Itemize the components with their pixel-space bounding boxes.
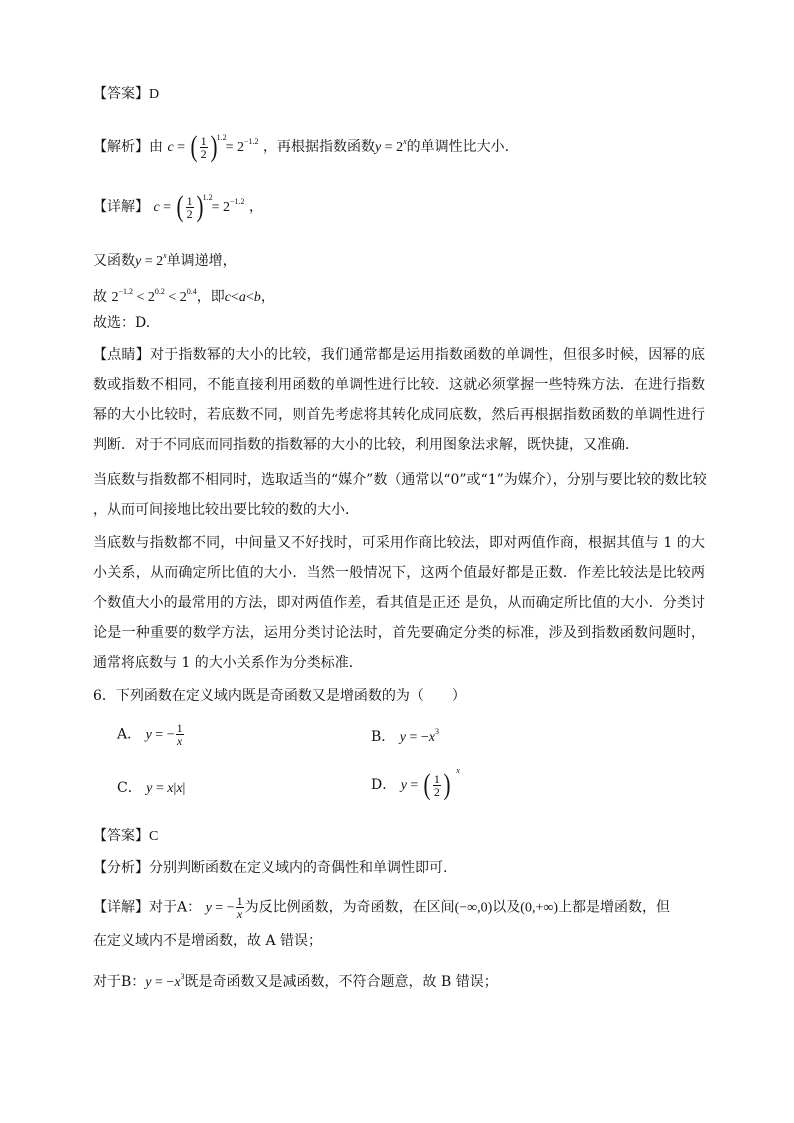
detail-line-a2: 在定义域内不是增函数，故 A 错误； [93, 933, 323, 949]
comment-paragraph-1 [93, 340, 705, 460]
interval-pos: (0,+∞) [520, 900, 558, 916]
answer-line-2 [93, 826, 158, 847]
monotone-post: 单调递增， [166, 253, 237, 269]
option-a-label: A． [117, 726, 142, 743]
formula-y-2x-2: $y = 2^x$ [135, 251, 167, 269]
comment-paragraph-2b: ，从而可间接地比较出要比较的数的大小． [93, 502, 359, 518]
analysis-text-post: 的单调性比大小. [406, 139, 510, 155]
option-b: B． $y = -x^3$ [371, 727, 439, 745]
question-6-stem: 6．下列函数在定义域内既是奇函数又是增函数的为（ ） [93, 688, 466, 704]
monotone-pre: 又函数 [93, 253, 135, 269]
interval-neg: (−∞,0) [454, 900, 493, 916]
compare-line [93, 282, 275, 308]
detail-line-1 [93, 192, 263, 222]
comment-tag: 【点睛】 [93, 347, 150, 363]
option-d-label: D． [371, 777, 397, 793]
option-a: A． y = − $\frac{1}{x}$ [117, 721, 183, 748]
answer-value-2: C [149, 829, 159, 844]
analysis-line-2 [93, 858, 447, 878]
detail-text-post: ， [248, 199, 263, 215]
analysis-text-mid: ，再根据指数函数 [262, 139, 375, 155]
monotone-line [93, 246, 237, 272]
comment-text-1: 对于指数幂的大小的比较，我们通常都是运用指数函数的单调性，但很多时候，因幂的底数或指数不相同，不能直接利用函数的单调性进行比较．这就必须掌握一些特殊方法．在进行指数幂的大小比较时，若底数不同，则首先考虑将其转化成同底数，然后再根据指数函数的单调性进行判断．对于不同底而同指数的指数幂的大小的比较，利用图象法求解，既快捷，又准确． [93, 347, 705, 453]
detail-a-post: 上都是增函数，但 [558, 899, 670, 916]
detail-line-b: 对于B：$y = -x^3$既是奇函数又是减函数，不符合题意，故 B 错误； [93, 972, 498, 990]
analysis-text-pre: 由 [149, 139, 163, 155]
analysis-text-2: 分别判断函数在定义域内的奇偶性和单调性即可. [149, 860, 448, 876]
formula-c-half-power: c = ( $\frac{1}{2}$ ) 1.2 = $2^{-1.2}$ [167, 130, 259, 163]
option-b-label: B． [371, 729, 396, 745]
compare-mid: ，即 [196, 289, 225, 305]
detail-a-pre: 对于A： [149, 899, 202, 916]
detail-b-pre: 对于B： [93, 974, 146, 990]
analysis-line-1 [93, 132, 509, 162]
answer-tag-2: 【答案】 [93, 828, 149, 844]
answer-tag: 【答案】 [93, 86, 149, 102]
choose-line: 故选：D. [93, 315, 151, 331]
option-d: D． y = ( $\frac{1}{2}$ ) x [371, 766, 460, 801]
detail-tag-2: 【详解】 [93, 899, 149, 916]
compare-post: ， [260, 289, 275, 305]
detail-b-post: 既是奇函数又是减函数，不符合题意，故 B 错误； [184, 974, 498, 990]
formula-inequality: $2^{-1.2} < 2^{0.2} < 2^{0.4}$ [111, 287, 197, 305]
analysis-tag-2: 【分析】 [93, 860, 149, 876]
answer-line-1 [93, 84, 159, 105]
option-c-label: C． [117, 780, 142, 796]
detail-line-a: 【详解】对于A： y = − $\frac{1}{x}$ 为反比例函数，为奇函数，在区间(−∞,0)以及(0,+∞)上都是增函数，但 [93, 894, 670, 921]
detail-a-mid: 为反比例函数，为奇函数，在区间 [244, 899, 455, 916]
detail-tag: 【详解】 [93, 199, 149, 215]
formula-c-half-power-2: c = ( $\frac{1}{2}$ ) 1.2 = $2^{-1.2}$ [153, 190, 245, 223]
comment-paragraph-2a: 当底数与指数都不相同时，选取适当的“媒介”数（通常以“0”或“1”为媒介），分别与要比较的数比较 [93, 472, 707, 488]
comment-paragraph-3: 当底数与指数都不同，中间量又不好找时，可采用作商比较法，即对两值作商，根据其值与 1 的大小关系，从而确定所比值的大小．当然一般情况下，这两个值最好都是正数．作差比较法是比较两个数值大小的最常用的方法，即对两值作差，看其值是正还 是负，从而确定所比值的大小．分类讨论是一种重要的数学方法，运用分类讨论法时，首先要确定分类的标准，涉及到指数函数问题时，通常将底数与 1 的大小关系作为分类标准． [93, 535, 705, 671]
option-c: C． y = x|x| [117, 780, 186, 796]
formula-c-a-b: c<a<b [224, 290, 261, 305]
analysis-tag: 【解析】 [93, 139, 149, 155]
formula-y-2x: $y = 2^x$ [374, 137, 407, 155]
detail-a-mid2: 以及 [492, 899, 521, 916]
compare-pre: 故 [93, 289, 107, 305]
answer-value: D [149, 87, 160, 102]
